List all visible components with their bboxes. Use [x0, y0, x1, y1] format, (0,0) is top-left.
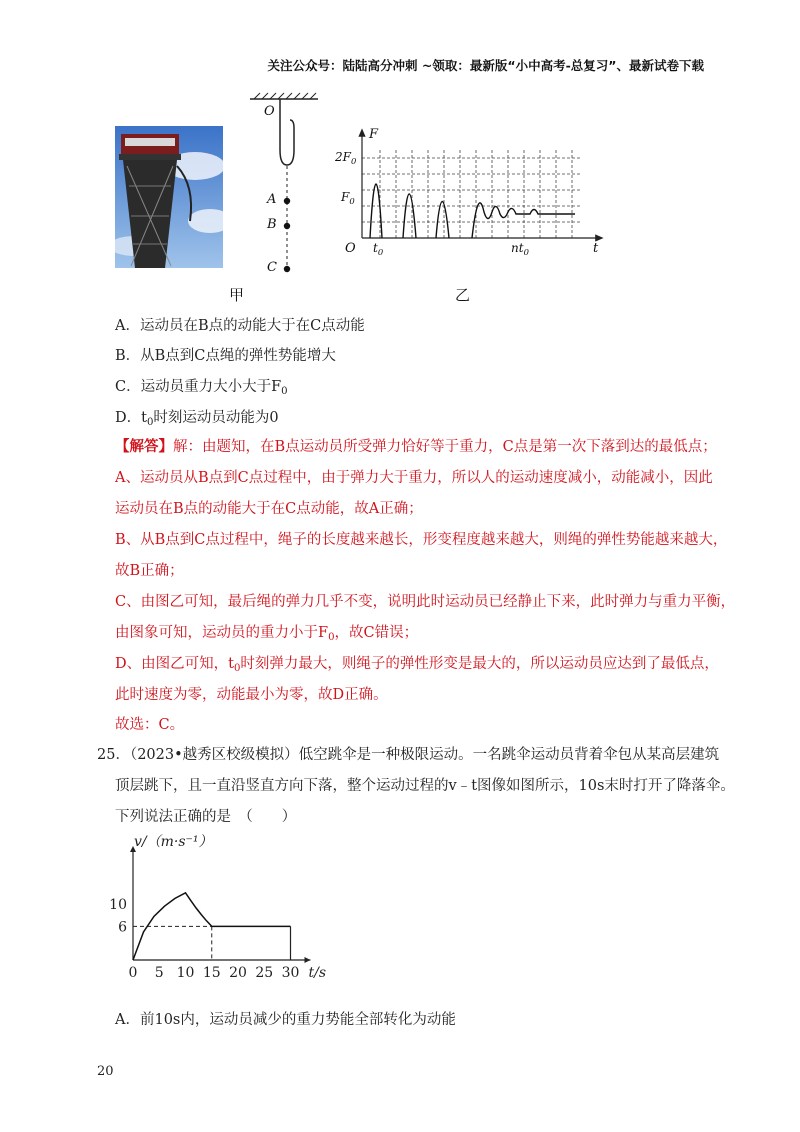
- x-tick-5: 5: [154, 965, 164, 981]
- answer-d-line2: 此时速度为零，动能最小为零，故D正确。: [115, 687, 388, 703]
- option-b: B．从B点到C点绳的弹性势能增大: [115, 348, 336, 364]
- answer-b-line2: 故B正确；: [115, 563, 184, 579]
- option-c: C．运动员重力大小大于$F_0$: [115, 379, 288, 397]
- x-tick-10: 10: [176, 965, 195, 981]
- question-25-line3: 下列说法正确的是 （ ）: [115, 809, 297, 825]
- answer-choice: 故选：C。: [115, 717, 185, 733]
- x-tick-30: 30: [281, 965, 300, 981]
- x-tick-25: 25: [255, 965, 274, 981]
- answer-b-line1: B、从B点到C点过程中，绳子的长度越来越长，形变程度越来越大，则绳的弹性势能越来越大，: [115, 532, 728, 548]
- answer-c-line1: C、由图乙可知，最后绳的弹力几乎不变，说明此时运动员已经静止下来，此时弹力与重力平衡，: [115, 594, 736, 610]
- point-o-label: O: [264, 104, 275, 119]
- x-axis-label: t/s: [308, 965, 327, 981]
- figure-area: [0, 0, 800, 304]
- y-tick-10: 10: [109, 897, 127, 913]
- x-tick-15: 15: [202, 965, 221, 981]
- answer-c-line2: 由图象可知，运动员的重力小于$F_0$，故C错误；: [115, 625, 419, 643]
- answer-d-line1: D、由图乙可知，$t_0$时刻弹力最大，则绳子的弹性形变是最大的，所以运动员应达到了最低点，: [115, 656, 719, 674]
- answer-intro: 【解答】解：由题知，在B点运动员所受弹力恰好等于重力，C点是第一次下落到达的最低点；: [115, 438, 717, 455]
- page-number: 20: [97, 1064, 114, 1079]
- question-25-line1: 25．（2023•越秀区校级模拟）低空跳伞是一种极限运动。一名跳伞运动员背着伞包从某高层建筑: [97, 747, 720, 763]
- x-axis-arrow: [305, 957, 311, 963]
- velocity-time-plot: [104, 826, 344, 996]
- option-d: D．$t_0$时刻运动员动能为0: [115, 410, 279, 428]
- force-time-graph: [0, 0, 800, 300]
- answer-a-line2: 运动员在B点的动能大于在C点动能，故A正确；: [115, 501, 423, 517]
- tick-f0: $F_0$: [341, 190, 355, 206]
- tick-nt0: $nt_0$: [511, 241, 529, 257]
- tick-t0: $t_0$: [373, 241, 384, 257]
- graph-y-axis-label: F: [369, 127, 379, 142]
- y-axis-label: v/（m·s⁻¹）: [134, 834, 213, 850]
- tick-2f0: $2F_0$: [335, 150, 357, 166]
- x-tick-20: 20: [229, 965, 247, 981]
- velocity-time-chart: [104, 826, 344, 996]
- answer-a-line1: A、运动员从B点到C点过程中，由于弹力大于重力，所以人的运动速度减小，动能减小，因此: [115, 470, 713, 486]
- figure-b-caption: 乙: [455, 286, 471, 304]
- figure-a-caption: 甲: [229, 286, 245, 304]
- question-25-line2: 顶层跳下，且一直沿竖直方向下落，整个运动过程的v﹣t图像如图所示，10s末时打开了降落伞。: [115, 778, 735, 794]
- point-a-label: A: [267, 192, 277, 207]
- option-a: A．运动员在B点的动能大于在C点动能: [115, 318, 365, 334]
- point-c-label: C: [267, 260, 277, 275]
- x-tick-0: 0: [128, 965, 138, 981]
- graph-origin: O: [345, 241, 356, 256]
- y-tick-6: 6: [118, 919, 127, 936]
- point-b-label: B: [267, 217, 277, 232]
- question-25-option-a: A．前10s内，运动员减少的重力势能全部转化为动能: [115, 1012, 456, 1028]
- graph-x-axis-label: t: [593, 241, 599, 256]
- page-header: 关注公众号：陆陆高分冲刺 ~领取：最新版“小中高考-总复习”、最新试卷下载: [267, 58, 704, 73]
